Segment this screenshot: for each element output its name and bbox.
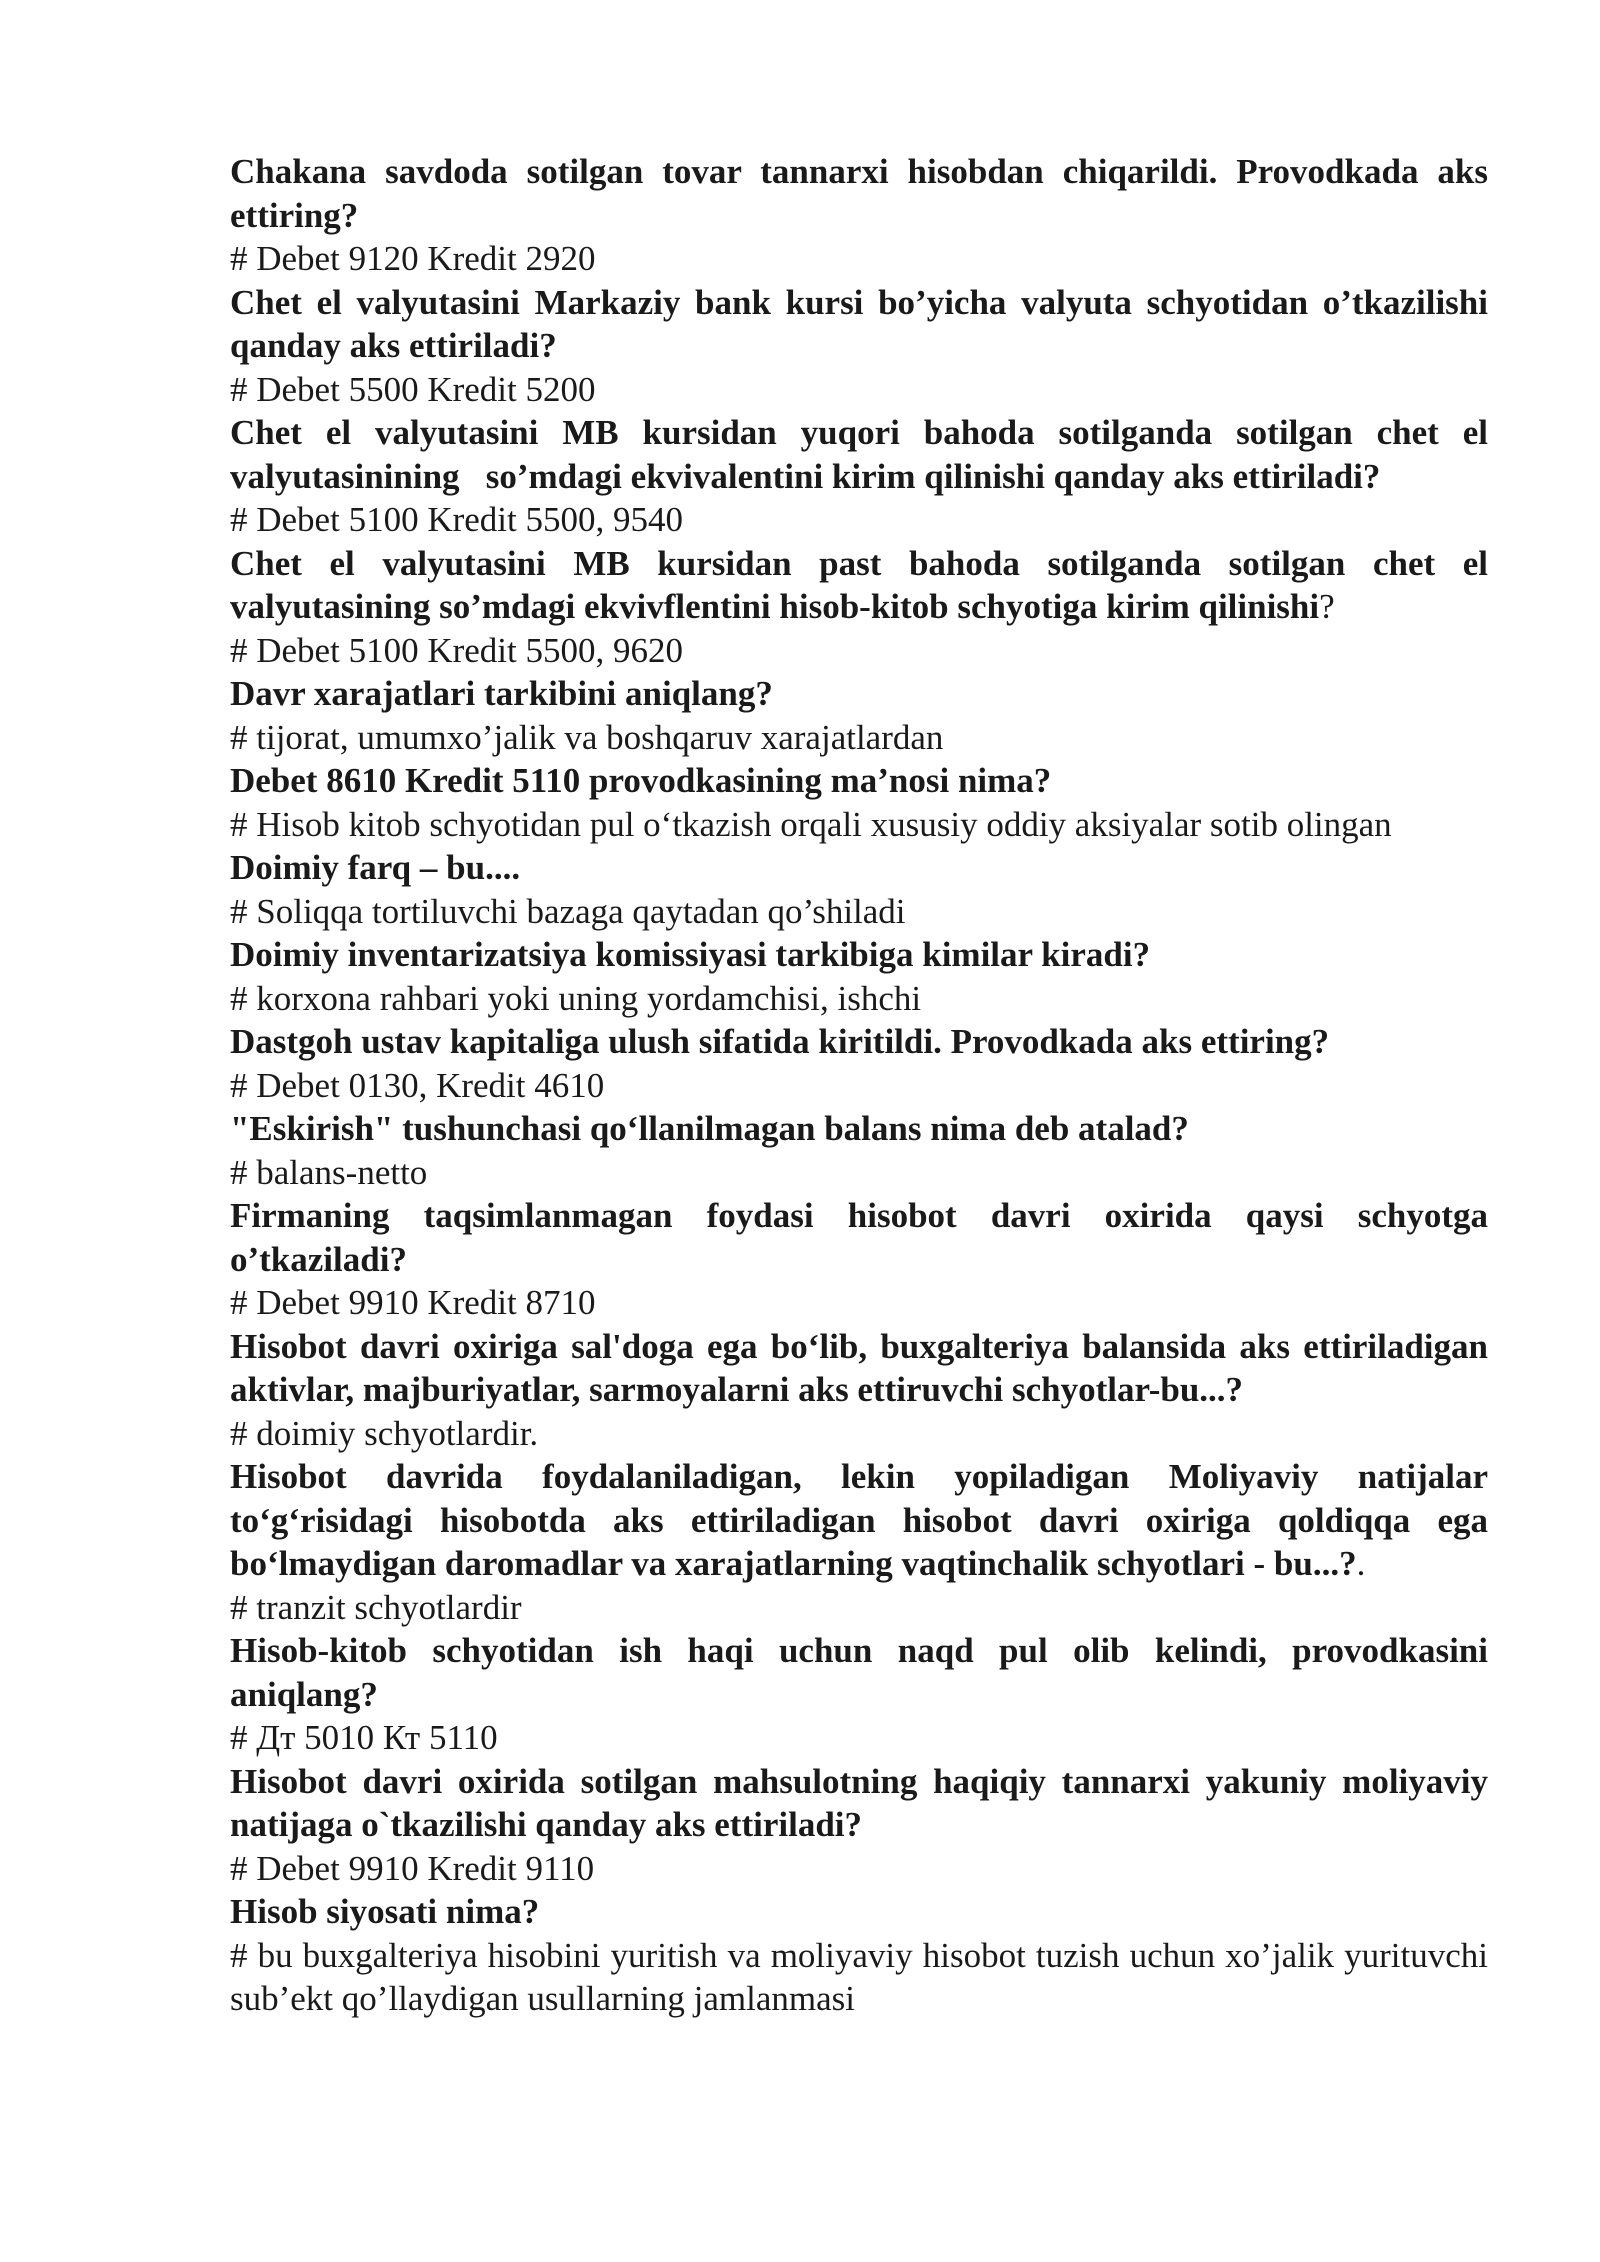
qa-item bbox=[230, 281, 1488, 412]
question: Hisobot davri oxirida sotilgan mahsulotning haqiqiy tannarxi yakuniy moliyaviy natijaga o`tkazilishi qanday aks ettiriladi? bbox=[230, 1761, 1488, 1844]
question: Chet el valyutasini MB kursidan yuqori bahoda sotilganda sotilgan chet el valyutasinining so’mdagi ekvivalentini kirim qilinishi qanday aks ettiriladi? bbox=[230, 413, 1497, 496]
answer: # Debet 0130, Kredit 4610 bbox=[230, 1065, 605, 1105]
answer: # tranzit schyotlardir bbox=[230, 1587, 522, 1627]
qa-item bbox=[230, 1629, 1488, 1760]
answer: # Debet 5500 Kredit 5200 bbox=[230, 369, 596, 409]
qa-item bbox=[230, 1020, 1488, 1107]
qa-item bbox=[230, 542, 1488, 673]
question: Hisob siyosati nima? bbox=[230, 1892, 540, 1931]
qa-item bbox=[230, 1455, 1488, 1629]
qa-item bbox=[230, 1890, 1488, 2021]
answer: # Debet 5100 Kredit 5500, 9620 bbox=[230, 630, 683, 670]
question: Dastgoh ustav kapitaliga ulush sifatida kiritildi. Provodkada aks ettiring? bbox=[230, 1022, 1330, 1061]
answer: # bu buxgalteriya hisobini yuritish va moliyaviy hisobot tuzish uchun xo’jalik yurituvchi sub’ekt qo’llaydigan usullarning jamlanmasi bbox=[230, 1935, 1488, 2018]
qa-item bbox=[230, 150, 1488, 281]
answer: # Debet 5100 Kredit 5500, 9540 bbox=[230, 500, 683, 539]
answer: # Soliqqa tortiluvchi bazaga qaytadan qo’shiladi bbox=[230, 891, 906, 931]
question: Davr xarajatlari tarkibini aniqlang? bbox=[230, 674, 773, 713]
answer: # Debet 9910 Kredit 9110 bbox=[230, 1848, 595, 1888]
answer: # Debet 9910 Kredit 8710 bbox=[230, 1283, 596, 1322]
question: Hisob-kitob schyotidan ish haqi uchun naqd pul olib kelindi, provodkasini aniqlang? bbox=[230, 1631, 1488, 1714]
document-page bbox=[230, 150, 1497, 2021]
question: Chakana savdoda sotilgan tovar tannarxi hisobdan chiqarildi. Provodkada aks ettiring? bbox=[230, 152, 1488, 235]
answer: # balans-netto bbox=[230, 1152, 428, 1192]
answer: # Debet 9120 Kredit 2920 bbox=[230, 239, 596, 278]
question: Chet el valyutasini MB kursidan past bahoda sotilganda sotilgan chet el valyutasining so’mdagi ekvivflentini hisob-kitob schyotiga kirim qilinishi? bbox=[230, 543, 1488, 626]
qa-item bbox=[230, 411, 1497, 542]
answer: # korxona rahbari yoki uning yordamchisi, ishchi bbox=[230, 978, 922, 1018]
qa-item bbox=[230, 1107, 1488, 1194]
question: Hisobot davrida foydalaniladigan, lekin yopiladigan Moliyaviy natijalar to‘g‘risidagi hisobotda aks ettiriladigan hisobot davri oxiriga qoldiqqa ega bo‘lmaydigan daromadlar va xarajatlarning vaqtinchalik schyotlari - bu...?. bbox=[230, 1457, 1488, 1583]
qa-item bbox=[230, 672, 1488, 759]
question: Chet el valyutasini Markaziy bank kursi bo’yicha valyuta schyotidan o’tkazilishi qanday aks ettiriladi? bbox=[230, 282, 1488, 365]
qa-item bbox=[230, 759, 1488, 846]
qa-item bbox=[230, 933, 1488, 1020]
answer: # doimiy schyotlardir. bbox=[230, 1413, 539, 1453]
answer: # tijorat, umumxo’jalik va boshqaruv xarajatlardan bbox=[230, 717, 944, 757]
qa-item bbox=[230, 1194, 1488, 1325]
qa-item bbox=[230, 846, 1488, 933]
question: Hisobot davri oxiriga sal'doga ega bo‘lib, buxgalteriya balansida aks ettiriladigan aktivlar, majburiyatlar, sarmoyalarni aks ettiruvchi schyotlar-bu...? bbox=[230, 1326, 1488, 1409]
qa-item bbox=[230, 1760, 1488, 1891]
answer: # Hisob kitob schyotidan pul o‘tkazish orqali xususiy oddiy aksiyalar sotib olingan bbox=[230, 804, 1392, 844]
question: Debet 8610 Kredit 5110 provodkasining ma’nosi nima? bbox=[230, 761, 1052, 800]
question: "Eskirish" tushunchasi qo‘llanilmagan balans nima deb atalad? bbox=[230, 1109, 1189, 1148]
qa-item bbox=[230, 1325, 1488, 1456]
question: Doimiy inventarizatsiya komissiyasi tarkibiga kimilar kiradi? bbox=[230, 935, 1151, 974]
question: Firmaning taqsimlanmagan foydasi hisobot davri oxirida qaysi schyotga o’tkaziladi? bbox=[230, 1196, 1488, 1279]
answer: # Дт 5010 Кт 5110 bbox=[230, 1718, 498, 1757]
question: Doimiy farq – bu.... bbox=[230, 848, 521, 887]
